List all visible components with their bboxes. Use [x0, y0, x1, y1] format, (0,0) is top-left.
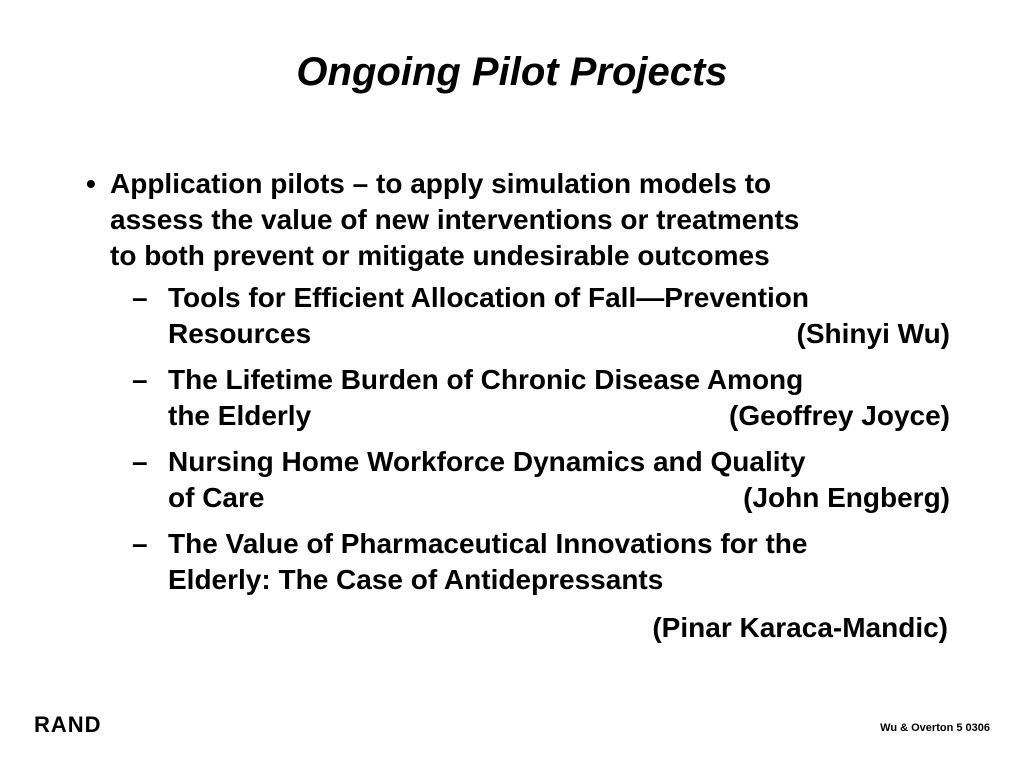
project-author: (Geoffrey Joyce) — [729, 400, 950, 431]
project-title-line-2: Elderly: The Case of Antidepressants — [168, 564, 664, 595]
bullet-line-3: to both prevent or mitigate undesirable outcomes — [110, 240, 770, 271]
project-title-line-1: The Lifetime Burden of Chronic Disease Among — [168, 364, 804, 395]
project-line-2 — [168, 398, 950, 434]
page-title: Ongoing Pilot Projects — [296, 50, 728, 94]
project-item-3 — [86, 444, 966, 516]
project-line-2 — [168, 316, 950, 352]
footer-slide-info: Wu & Overton 5 0306 — [880, 722, 990, 734]
rand-logo: RAND — [34, 712, 102, 737]
project-author: (Shinyi Wu) — [796, 318, 950, 349]
dash-marker: – — [132, 528, 148, 559]
project-title-line-1: Nursing Home Workforce Dynamics and Quality — [168, 446, 806, 477]
project-item-4 — [86, 526, 966, 646]
project-author: (John Engberg) — [743, 482, 950, 513]
dash-marker: – — [132, 282, 148, 313]
slide-body — [86, 166, 966, 656]
project-item-1 — [86, 280, 966, 352]
dash-marker: – — [132, 364, 148, 395]
project-author: (Pinar Karaca-Mandic) — [652, 612, 948, 643]
dash-marker: – — [132, 446, 148, 477]
bullet-line-2: assess the value of new interventions or treatments — [110, 204, 800, 235]
project-title-line-2: Resources — [168, 318, 312, 349]
project-list — [86, 280, 966, 646]
bullet-marker: • — [86, 168, 96, 199]
main-bullet — [86, 166, 950, 274]
project-title-line-1: The Value of Pharmaceutical Innovations for the — [168, 528, 808, 559]
project-line-2 — [168, 480, 950, 516]
bullet-line-1: Application pilots – to apply simulation models to — [110, 168, 772, 199]
project-title-line-2: the Elderly — [168, 400, 312, 431]
project-title-line-1: Tools for Efficient Allocation of Fall—Prevention — [168, 282, 809, 313]
project-title-line-2: of Care — [168, 482, 265, 513]
project-item-2 — [86, 362, 966, 434]
